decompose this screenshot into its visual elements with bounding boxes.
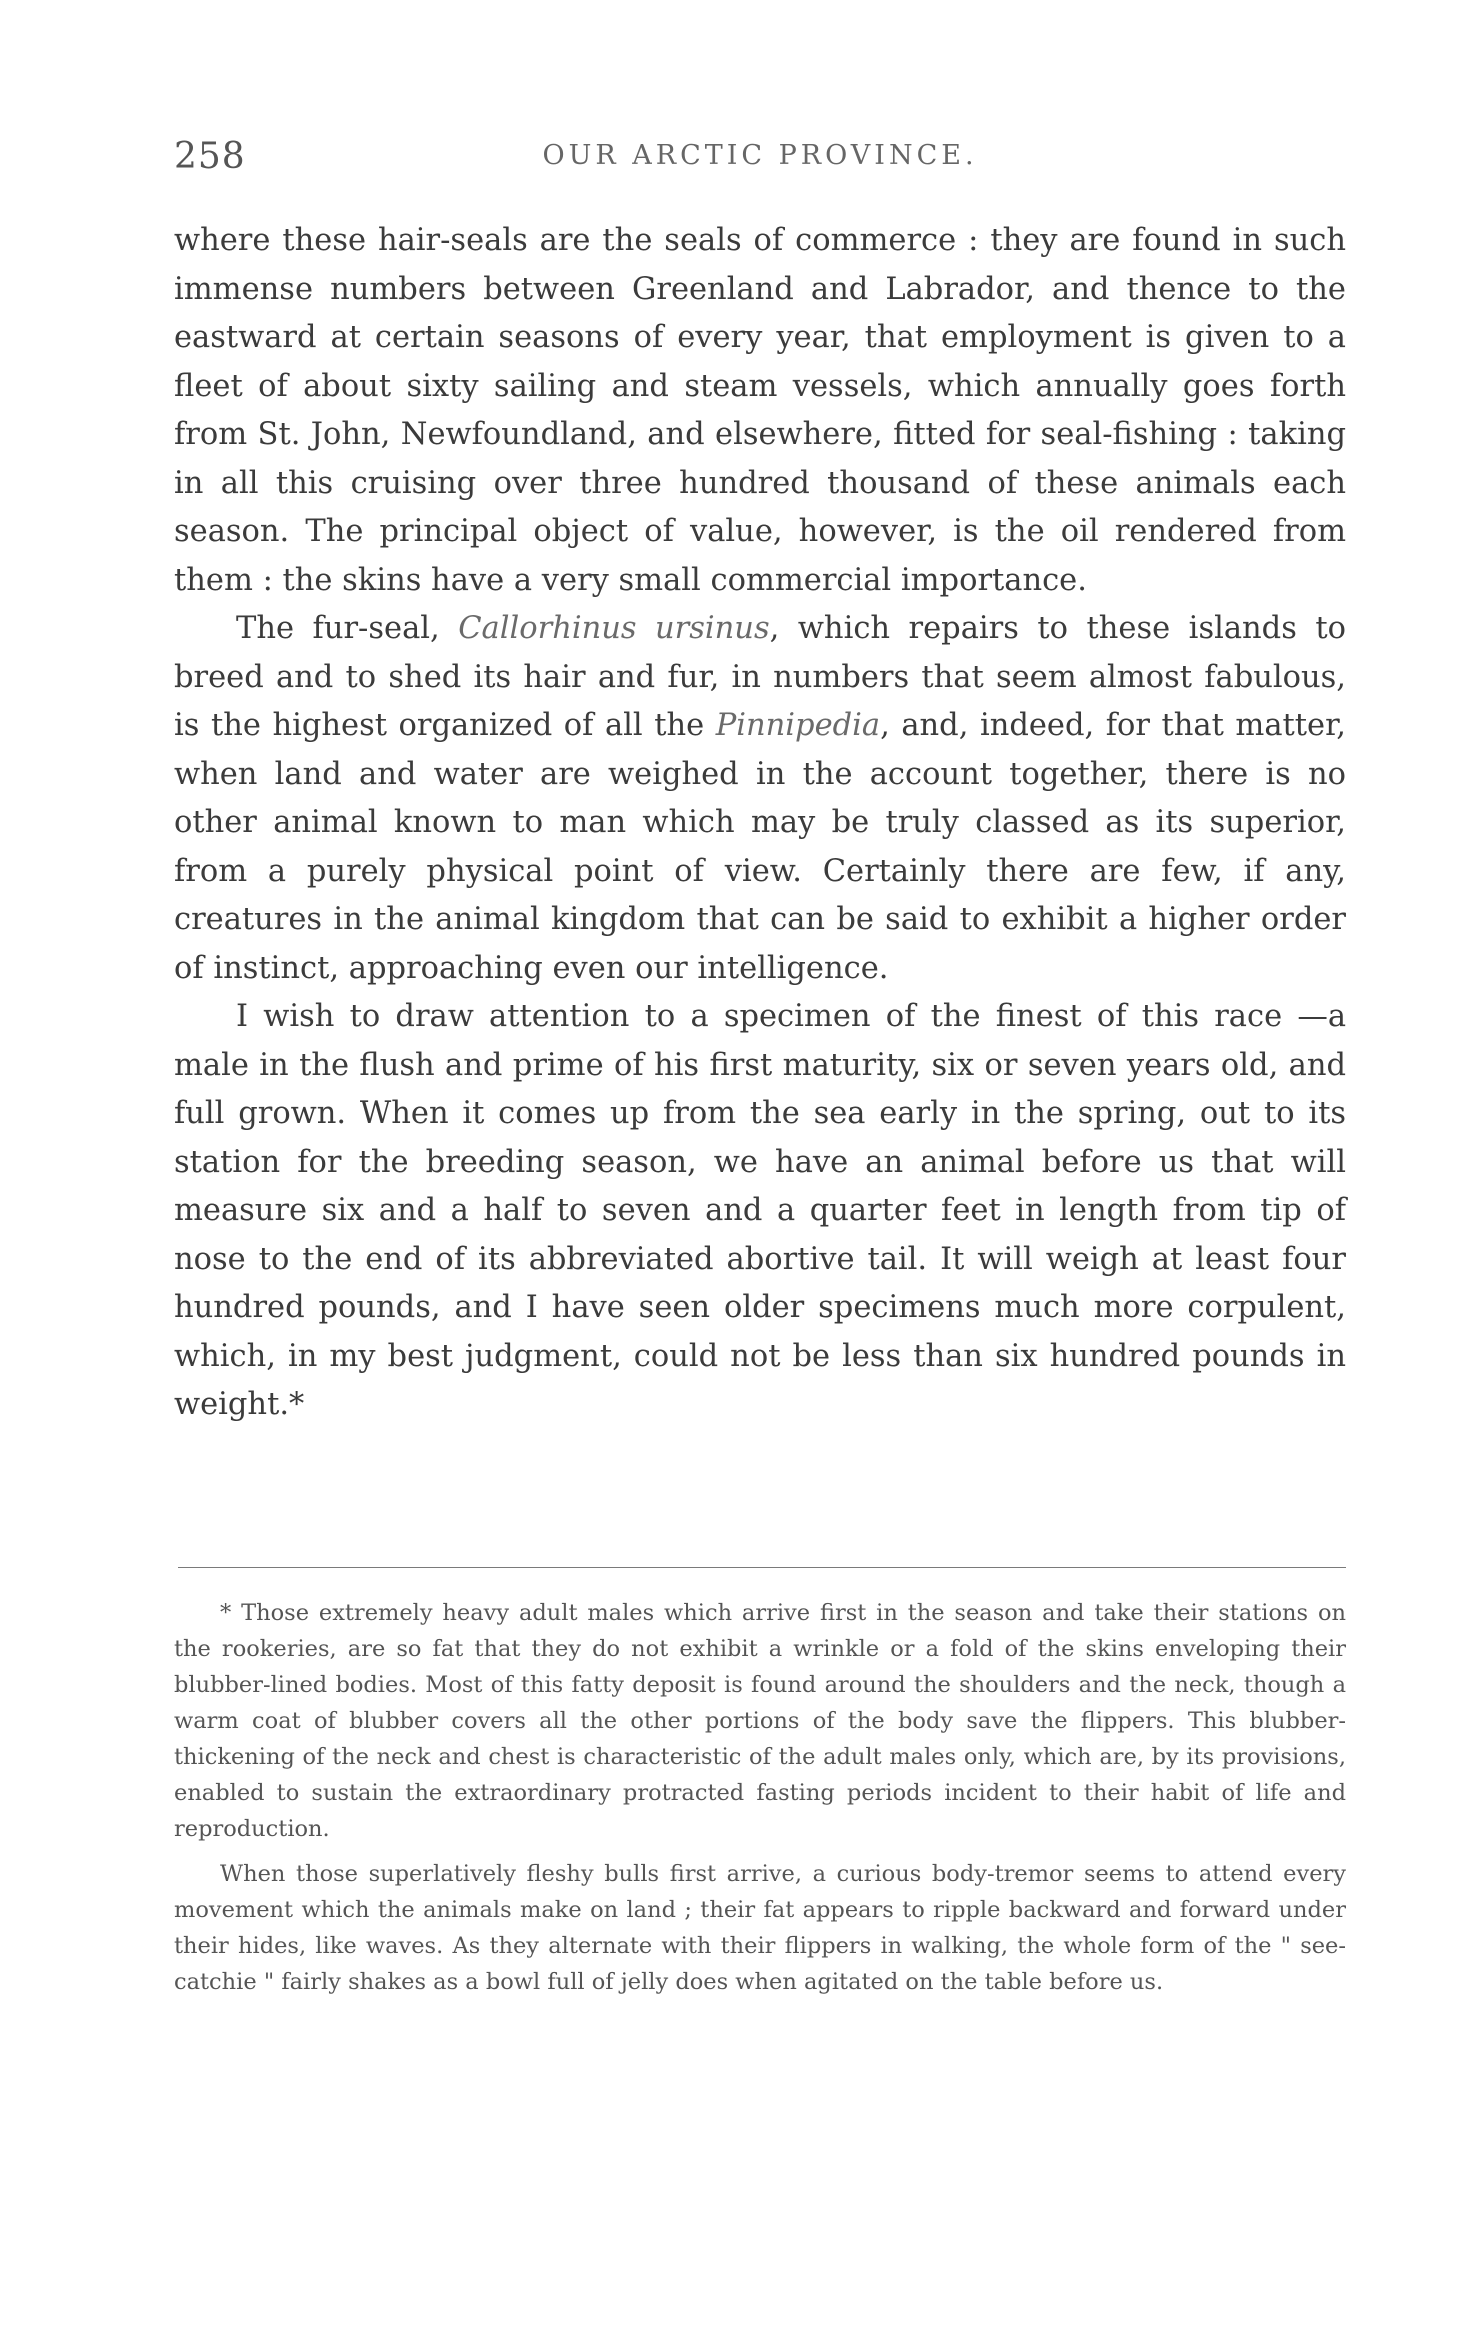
- paragraph-2-text-c: , and, indeed, for that matter, when land and water are weighed in the account together, there is no other animal known to man which may be truly classed as its superior, from a purely physical point of view. Certainly there are few, if any, creatures in the animal kingdom that can be said to exhibit a higher order of instinct, approaching even our intelligence.: [174, 708, 1346, 986]
- paragraph-1: where these hair-seals are the seals of commerce : they are found in such immense numbers between Greenland and Labrador, and thence to the eastward at certain seasons of every year, that employment is given to a fleet of about sixty sailing and steam vessels, which annually goes forth from St. John, Newfoundland, and elsewhere, fitted for seal-fishing : taking in all this cruising over three hundred thousand of these animals each season. The principal object of value, however, is the oil rendered from them : the skins have a very small commercial importance.: [174, 223, 1346, 598]
- order-name: Pinnipedia: [715, 708, 881, 743]
- body-text: [174, 217, 1346, 1430]
- page-header: [174, 136, 1346, 186]
- footnote-1: * Those extremely heavy adult males which arrive first in the season and take their stations on the rookeries, are so fat that they do not exhibit a wrinkle or a fold of the skins enveloping their blubber-lined bodies. Most of this fatty deposit is found around the shoulders and the neck, though a warm coat of blubber covers all the other portions of the body save the flippers. This blubber-thickening of the neck and chest is characteristic of the adult males only, which are, by its provisions, enabled to sustain the extraordinary protracted fasting periods incident to their habit of life and reproduction.: [174, 1600, 1346, 1842]
- paragraph-2: [174, 605, 1346, 993]
- page-number: 258: [174, 136, 246, 177]
- species-name: Callorhinus ursinus: [458, 611, 770, 646]
- paragraph-2-text-a: The fur-seal,: [236, 611, 459, 646]
- paragraph-3: I wish to draw attention to a specimen of the finest of this race —a male in the flush and prime of his first maturity, six or seven years old, and full grown. When it comes up from the sea early in the spring, out to its station for the breeding season, we have an animal before us that will measure six and a half to seven and a quarter feet in length from tip of nose to the end of its abbreviated abortive tail. It will weigh at least four hundred pounds, and I have seen older specimens much more corpulent, which, in my best judgment, could not be less than six hundred pounds in weight.*: [174, 999, 1346, 1422]
- footnotes: [174, 1595, 1346, 2000]
- running-title: OUR ARCTIC PROVINCE.: [542, 140, 978, 171]
- paragraph-2-text-b: , which repairs to these islands to breed and to shed its hair and fur, in numbers that seem almost fabulous, is the highest organized of all the: [174, 611, 1346, 743]
- footnote-2: When those superlatively fleshy bulls first arrive, a curious body-tremor seems to attend every movement which the animals make on land ; their fat appears to ripple backward and forward under their hides, like waves. As they alternate with their flippers in walking, the whole form of the " seecatchie " fairly shakes as a bowl full of jelly does when agitated on the table before us.: [174, 1861, 1346, 1995]
- footnote-rule: [178, 1567, 1346, 1568]
